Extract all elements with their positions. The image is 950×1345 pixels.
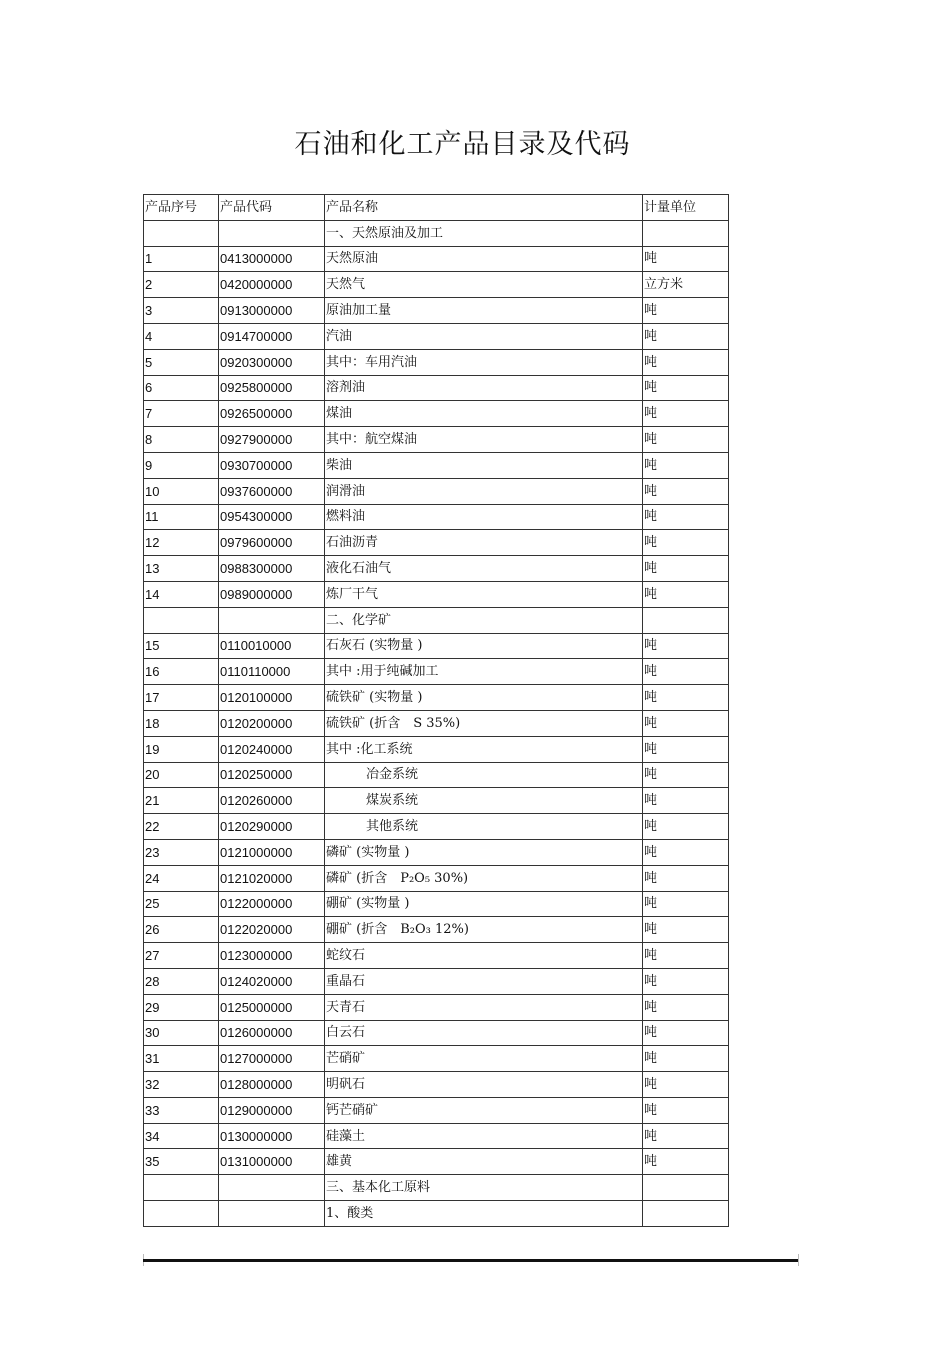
row-code: 0927900000 (219, 427, 325, 453)
row-code (219, 1175, 325, 1201)
row-code: 0954300000 (219, 504, 325, 530)
table-row (144, 272, 729, 298)
table-row (144, 814, 729, 840)
row-number: 33 (144, 1097, 219, 1123)
row-name: 其中：车用汽油 (325, 349, 643, 375)
row-name: 天然气 (325, 272, 643, 298)
row-number: 14 (144, 581, 219, 607)
table-row (144, 427, 729, 453)
row-code: 0926500000 (219, 401, 325, 427)
row-code: 0121000000 (219, 839, 325, 865)
row-name: 其中：航空煤油 (325, 427, 643, 453)
row-unit: 吨 (643, 917, 729, 943)
table-row (144, 865, 729, 891)
row-unit: 吨 (643, 814, 729, 840)
row-unit: 吨 (643, 865, 729, 891)
table-row (144, 917, 729, 943)
header-product-number: 产品序号 (144, 195, 219, 221)
table-row (144, 401, 729, 427)
table-row (144, 736, 729, 762)
row-number: 31 (144, 1046, 219, 1072)
row-code: 0914700000 (219, 323, 325, 349)
row-code: 0122000000 (219, 891, 325, 917)
row-unit: 吨 (643, 659, 729, 685)
table-row (144, 530, 729, 556)
row-unit: 吨 (643, 298, 729, 324)
page-title: 石油和化工产品目录及代码 (294, 129, 631, 160)
row-unit: 吨 (643, 556, 729, 582)
row-name: 原油加工量 (325, 298, 643, 324)
row-number: 18 (144, 710, 219, 736)
row-number: 9 (144, 452, 219, 478)
row-name: 润滑油 (325, 478, 643, 504)
row-unit: 吨 (643, 1072, 729, 1098)
row-code (219, 607, 325, 633)
row-number: 24 (144, 865, 219, 891)
row-code: 0925800000 (219, 375, 325, 401)
row-name: 煤油 (325, 401, 643, 427)
row-number: 32 (144, 1072, 219, 1098)
row-unit: 吨 (643, 788, 729, 814)
row-number: 3 (144, 298, 219, 324)
row-unit: 吨 (643, 581, 729, 607)
table-row (144, 556, 729, 582)
row-code: 0420000000 (219, 272, 325, 298)
row-code: 0120290000 (219, 814, 325, 840)
table-row (144, 1072, 729, 1098)
table-row (144, 891, 729, 917)
row-code: 0937600000 (219, 478, 325, 504)
row-unit: 吨 (643, 1123, 729, 1149)
row-name: 钙芒硝矿 (325, 1097, 643, 1123)
row-name: 硫铁矿 (实物量 ) (325, 685, 643, 711)
row-code: 0110010000 (219, 633, 325, 659)
row-number: 25 (144, 891, 219, 917)
table-row (144, 349, 729, 375)
row-code: 0120260000 (219, 788, 325, 814)
row-number: 29 (144, 994, 219, 1020)
row-code: 0913000000 (219, 298, 325, 324)
table-row (144, 1046, 729, 1072)
table-row (144, 710, 729, 736)
row-unit: 吨 (643, 943, 729, 969)
row-number: 7 (144, 401, 219, 427)
row-name: 溶剂油 (325, 375, 643, 401)
table-row (144, 839, 729, 865)
table-row (144, 994, 729, 1020)
row-number: 2 (144, 272, 219, 298)
row-name: 其他系统 (325, 814, 643, 840)
row-code (219, 1201, 325, 1227)
table-row (144, 298, 729, 324)
row-code: 0930700000 (219, 452, 325, 478)
row-unit (643, 1175, 729, 1201)
row-unit: 吨 (643, 1020, 729, 1046)
row-number: 11 (144, 504, 219, 530)
table-row (144, 581, 729, 607)
row-code: 0129000000 (219, 1097, 325, 1123)
row-code: 0131000000 (219, 1149, 325, 1175)
table-row (144, 607, 729, 633)
table-row (144, 478, 729, 504)
row-code: 0110110000 (219, 659, 325, 685)
row-unit: 立方米 (643, 272, 729, 298)
header-row (144, 195, 729, 221)
row-name: 冶金系统 (325, 762, 643, 788)
row-number: 28 (144, 968, 219, 994)
row-name: 硅藻土 (325, 1123, 643, 1149)
table-row (144, 1123, 729, 1149)
row-unit (643, 1201, 729, 1227)
row-code: 0130000000 (219, 1123, 325, 1149)
table-row (144, 633, 729, 659)
row-unit: 吨 (643, 633, 729, 659)
table-row (144, 452, 729, 478)
row-number (144, 220, 219, 246)
table-row (144, 788, 729, 814)
row-number: 4 (144, 323, 219, 349)
row-name: 硼矿 (实物量 ) (325, 891, 643, 917)
row-number: 30 (144, 1020, 219, 1046)
row-code: 0920300000 (219, 349, 325, 375)
row-unit: 吨 (643, 839, 729, 865)
row-name: 其中 :用于纯碱加工 (325, 659, 643, 685)
row-unit: 吨 (643, 478, 729, 504)
row-unit: 吨 (643, 994, 729, 1020)
row-unit: 吨 (643, 504, 729, 530)
row-name: 1、酸类 (325, 1201, 643, 1227)
row-name: 硫铁矿 (折含 S 35%) (325, 710, 643, 736)
row-code: 0413000000 (219, 246, 325, 272)
row-unit: 吨 (643, 685, 729, 711)
row-name: 磷矿 (实物量 ) (325, 839, 643, 865)
row-number: 21 (144, 788, 219, 814)
table-row (144, 968, 729, 994)
table-row (144, 1097, 729, 1123)
row-unit: 吨 (643, 349, 729, 375)
row-name: 石油沥青 (325, 530, 643, 556)
row-number: 16 (144, 659, 219, 685)
row-name: 柴油 (325, 452, 643, 478)
row-name: 燃料油 (325, 504, 643, 530)
row-number: 20 (144, 762, 219, 788)
row-number: 27 (144, 943, 219, 969)
row-number: 15 (144, 633, 219, 659)
row-code: 0988300000 (219, 556, 325, 582)
row-code: 0124020000 (219, 968, 325, 994)
row-unit (643, 220, 729, 246)
header-product-code: 产品代码 (219, 195, 325, 221)
row-number: 17 (144, 685, 219, 711)
row-number: 5 (144, 349, 219, 375)
row-unit: 吨 (643, 530, 729, 556)
table-row (144, 504, 729, 530)
row-name: 一、天然原油及加工 (325, 220, 643, 246)
row-unit: 吨 (643, 401, 729, 427)
table-row (144, 1201, 729, 1227)
row-code: 0989000000 (219, 581, 325, 607)
row-name: 磷矿 (折含 P₂O₅ 30%) (325, 865, 643, 891)
row-unit: 吨 (643, 323, 729, 349)
row-name: 三、基本化工原料 (325, 1175, 643, 1201)
row-code: 0125000000 (219, 994, 325, 1020)
row-name: 白云石 (325, 1020, 643, 1046)
row-number: 10 (144, 478, 219, 504)
row-code: 0979600000 (219, 530, 325, 556)
row-unit (643, 607, 729, 633)
row-code: 0128000000 (219, 1072, 325, 1098)
row-name: 煤炭系统 (325, 788, 643, 814)
row-number: 8 (144, 427, 219, 453)
row-number: 6 (144, 375, 219, 401)
table-row (144, 1020, 729, 1046)
row-code: 0120250000 (219, 762, 325, 788)
table-row (144, 323, 729, 349)
row-unit: 吨 (643, 246, 729, 272)
row-name: 硼矿 (折含 B₂O₃ 12%) (325, 917, 643, 943)
row-code: 0127000000 (219, 1046, 325, 1072)
row-name: 明矾石 (325, 1072, 643, 1098)
row-name: 芒硝矿 (325, 1046, 643, 1072)
row-number: 22 (144, 814, 219, 840)
row-name: 其中 :化工系统 (325, 736, 643, 762)
row-name: 石灰石 (实物量 ) (325, 633, 643, 659)
table-row (144, 762, 729, 788)
row-code: 0126000000 (219, 1020, 325, 1046)
row-code: 0120200000 (219, 710, 325, 736)
catalog-body (144, 195, 729, 1227)
row-name: 天青石 (325, 994, 643, 1020)
row-number: 26 (144, 917, 219, 943)
row-number: 35 (144, 1149, 219, 1175)
table-row (144, 659, 729, 685)
row-code: 0123000000 (219, 943, 325, 969)
footer-right-tick (798, 1254, 799, 1266)
row-code (219, 220, 325, 246)
row-number (144, 607, 219, 633)
table-row (144, 246, 729, 272)
row-unit: 吨 (643, 1046, 729, 1072)
table-row (144, 220, 729, 246)
row-number: 34 (144, 1123, 219, 1149)
row-name: 二、化学矿 (325, 607, 643, 633)
row-name: 雄黄 (325, 1149, 643, 1175)
row-number: 23 (144, 839, 219, 865)
row-name: 重晶石 (325, 968, 643, 994)
row-number: 12 (144, 530, 219, 556)
footer-divider (143, 1259, 799, 1262)
row-code: 0120240000 (219, 736, 325, 762)
row-name: 天然原油 (325, 246, 643, 272)
row-name: 蛇纹石 (325, 943, 643, 969)
row-number: 1 (144, 246, 219, 272)
row-name: 汽油 (325, 323, 643, 349)
row-name: 液化石油气 (325, 556, 643, 582)
row-unit: 吨 (643, 736, 729, 762)
row-name: 炼厂干气 (325, 581, 643, 607)
row-code: 0122020000 (219, 917, 325, 943)
row-number (144, 1201, 219, 1227)
row-number: 19 (144, 736, 219, 762)
row-unit: 吨 (643, 375, 729, 401)
row-unit: 吨 (643, 710, 729, 736)
row-unit: 吨 (643, 427, 729, 453)
table-row (144, 685, 729, 711)
row-unit: 吨 (643, 762, 729, 788)
table-row (144, 1175, 729, 1201)
row-unit: 吨 (643, 968, 729, 994)
row-unit: 吨 (643, 891, 729, 917)
row-code: 0121020000 (219, 865, 325, 891)
row-code: 0120100000 (219, 685, 325, 711)
row-unit: 吨 (643, 1149, 729, 1175)
row-unit: 吨 (643, 1097, 729, 1123)
table-row (144, 1149, 729, 1175)
row-unit: 吨 (643, 452, 729, 478)
row-number (144, 1175, 219, 1201)
table-row (144, 943, 729, 969)
header-unit: 计量单位 (643, 195, 729, 221)
row-number: 13 (144, 556, 219, 582)
header-product-name: 产品名称 (325, 195, 643, 221)
product-catalog-table (143, 194, 729, 1227)
table-row (144, 375, 729, 401)
